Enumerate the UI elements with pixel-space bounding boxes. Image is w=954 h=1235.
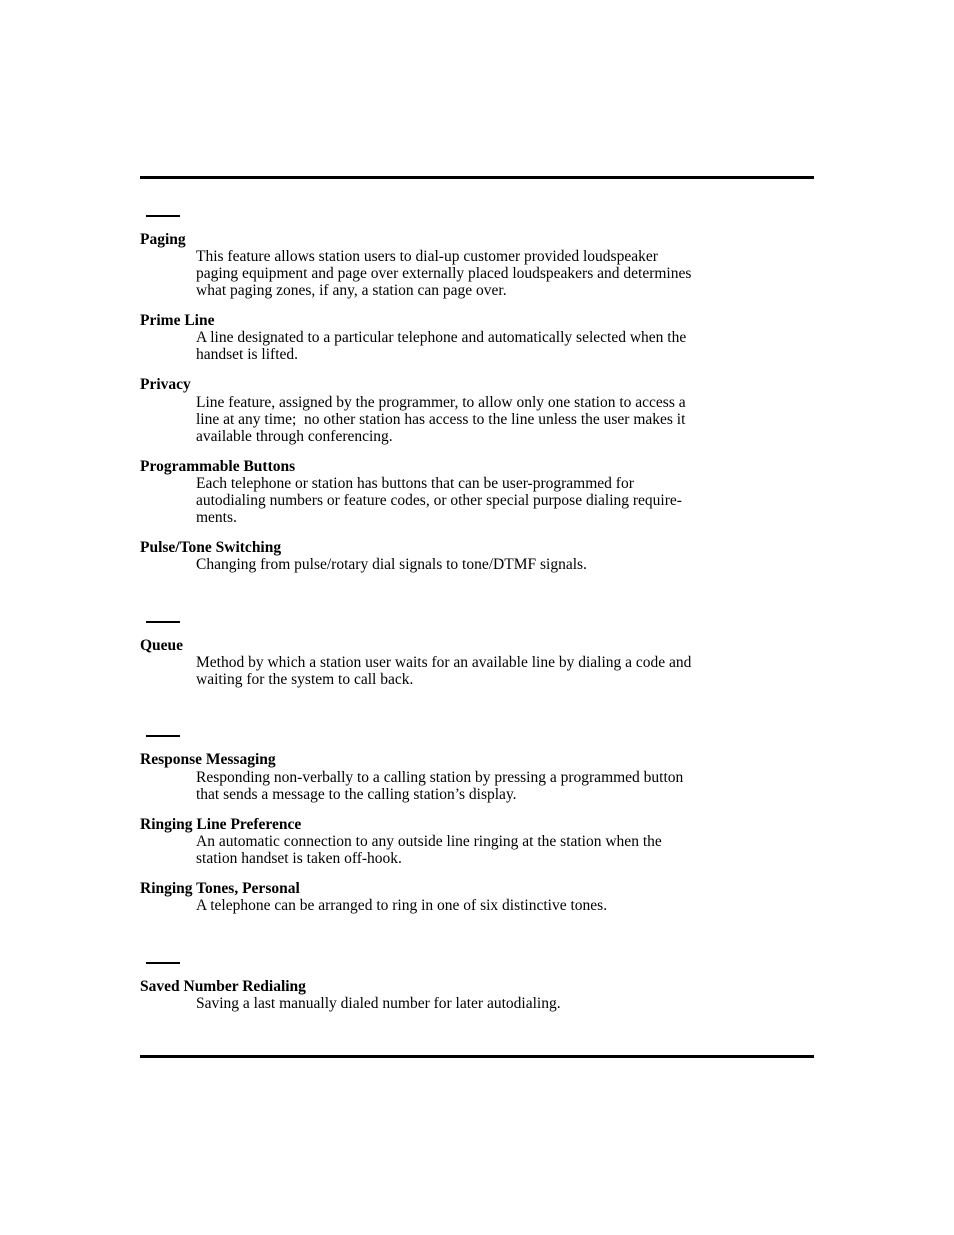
- term-queue: Queue: [140, 637, 184, 654]
- term-response-messaging: Response Messaging: [140, 751, 276, 768]
- definition-saved-number-redialing: Saving a last manually dialed number for later autodialing.: [196, 995, 561, 1012]
- term-paging: Paging: [140, 231, 186, 248]
- definition-response-messaging: Responding non-verbally to a calling station by pressing a programmed button that sends a message to the calling station’s display.: [196, 769, 684, 803]
- term-privacy: Privacy: [140, 376, 191, 393]
- definition-ringing-line-preference: An automatic connection to any outside line ringing at the station when the station handset is taken off-hook.: [196, 833, 662, 867]
- definition-paging: This feature allows station users to dial-up customer provided loudspeaker paging equipment and page over externally placed loudspeakers and determines what paging zones, if any, a station can page over.: [196, 248, 692, 299]
- section-mark-p: [146, 215, 180, 217]
- term-saved-number-redialing: Saved Number Redialing: [140, 978, 306, 995]
- top-rule: [140, 176, 814, 179]
- definition-queue: Method by which a station user waits for an available line by dialing a code and waiting for the system to call back.: [196, 654, 692, 688]
- definition-programmable-buttons: Each telephone or station has buttons that can be user-programmed for autodialing numbers or feature codes, or other special purpose dialing require- ments.: [196, 475, 682, 526]
- section-mark-q: [146, 621, 180, 623]
- term-programmable-buttons: Programmable Buttons: [140, 458, 296, 475]
- term-prime-line: Prime Line: [140, 312, 215, 329]
- definition-privacy: Line feature, assigned by the programmer, to allow only one station to access a line at any time; no other station has access to the line unless the user makes it available through conferencing.: [196, 394, 686, 445]
- term-ringing-tones-personal: Ringing Tones, Personal: [140, 880, 300, 897]
- term-ringing-line-preference: Ringing Line Preference: [140, 816, 302, 833]
- section-mark-s: [146, 962, 180, 964]
- term-pulse-tone-switching: Pulse/Tone Switching: [140, 539, 282, 556]
- section-mark-r: [146, 735, 180, 737]
- bottom-rule: [140, 1055, 814, 1058]
- definition-prime-line: A line designated to a particular telephone and automatically selected when the handset is lifted.: [196, 329, 687, 363]
- definition-ringing-tones-personal: A telephone can be arranged to ring in one of six distinctive tones.: [196, 897, 608, 914]
- definition-pulse-tone-switching: Changing from pulse/rotary dial signals to tone/DTMF signals.: [196, 556, 587, 573]
